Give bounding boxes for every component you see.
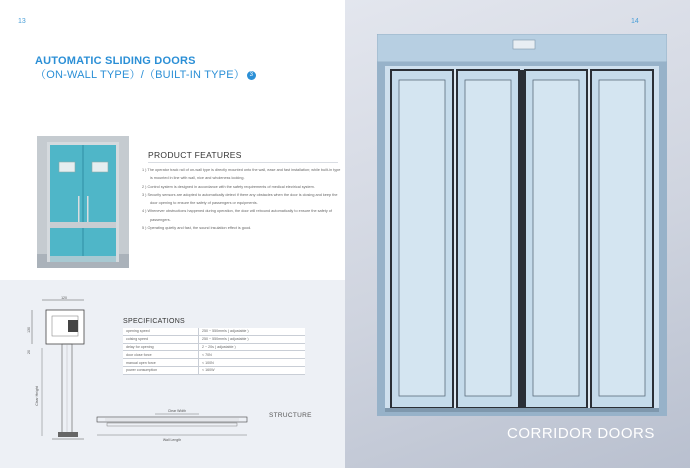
feature-item: 1 ) The operator track rail of on-wall type is directly mounted onto the wall, ease and fast installation; while built-in type is mounted in line with wall, nice and wholeness looking. [142, 168, 341, 181]
page-title [35, 54, 256, 82]
dim-top-label: 120 [61, 296, 67, 300]
table-row [123, 359, 305, 367]
wall-length-label: Wall Length [162, 438, 182, 442]
door-photo [37, 136, 129, 268]
specifications-heading: SPECIFICATIONS [123, 318, 186, 325]
page-number-left: 13 [18, 18, 26, 25]
dim-side-label: 130 [27, 327, 31, 333]
dim-side2-label: 20 [27, 350, 31, 354]
feature-item: 3 ) Security sensors are adopted to automatically detect if there any obstacles when the door is closing and keep the door opening to ensure the safety of passengers or equipments. [142, 192, 338, 206]
spec-value: 250 ~ 550mm/s ( adjustable ) [198, 335, 305, 343]
features-divider [148, 162, 338, 163]
spec-value: 2 ~ 20s ( adjustable ) [198, 343, 305, 351]
spec-label: colsing speed [123, 335, 198, 343]
table-row [123, 351, 305, 359]
plan-diagram [93, 405, 273, 447]
page-number-right: 14 [631, 18, 639, 25]
feature-item: 4 ) Whenever obstructions happened during operation, the door will rebound automatically to ensure the safety of passengers. [142, 209, 332, 222]
spec-label: manual open force [123, 359, 198, 367]
clear-height-label: Clear Height [35, 386, 39, 406]
features-list [142, 166, 342, 232]
table-row [123, 335, 305, 343]
table-row [123, 343, 305, 351]
feature-item: 2 ) Control system is designed in accordance with the safety requirements of medical electrical system. [142, 184, 315, 189]
spec-label: door close force [123, 351, 198, 359]
clear-width-label: Clear Width [167, 409, 187, 413]
spec-label: power consumption [123, 366, 198, 374]
spec-value: 250 ~ 550mm/s ( adjustable ) [198, 328, 305, 335]
corridor-door-image [377, 34, 667, 416]
number-badge: 3 [247, 71, 256, 80]
spec-label: opening speed [123, 328, 198, 335]
table-row [123, 366, 305, 374]
right-page [345, 0, 690, 468]
spec-value: < 160W [198, 366, 305, 374]
features-heading: PRODUCT FEATURES [148, 150, 242, 160]
title-line-1: AUTOMATIC SLIDING DOORS [35, 55, 196, 67]
table-row [123, 328, 305, 335]
spec-value: < 100N [198, 359, 305, 367]
spec-value: < 70N [198, 351, 305, 359]
spec-label: delay for opening [123, 343, 198, 351]
title-line-2-text: （ON-WALL TYPE）/（BUILT-IN TYPE） [35, 69, 245, 81]
corridor-doors-label: CORRIDOR DOORS [507, 425, 655, 442]
section-diagram [12, 296, 102, 446]
specifications-table [123, 328, 305, 375]
title-line-2 [35, 68, 256, 82]
structure-label: STRUCTURE [269, 412, 312, 419]
feature-item: 5 ) Operating quietly and fast, the sound insulation effect is good. [142, 226, 252, 231]
